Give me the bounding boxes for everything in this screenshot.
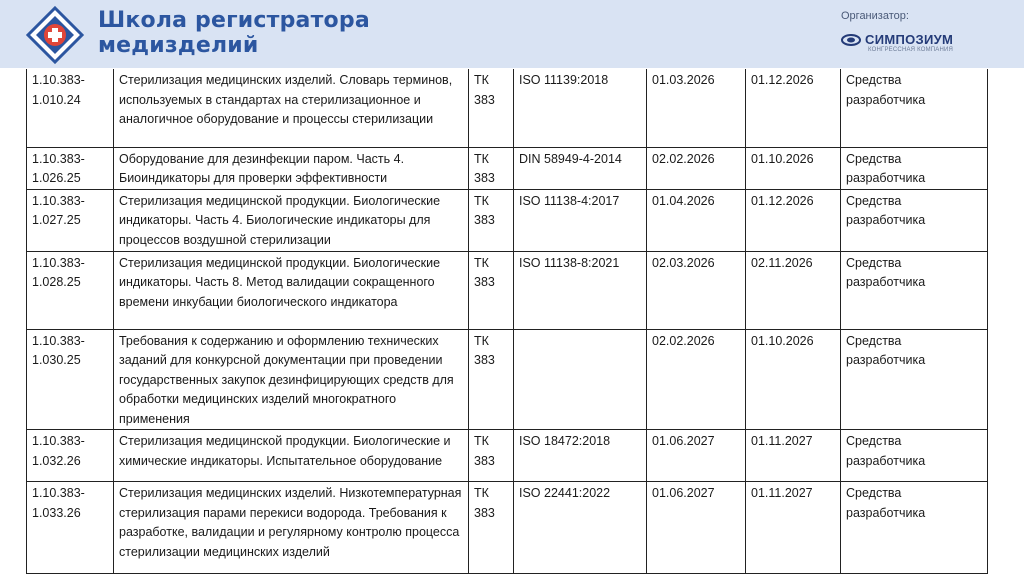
cell-committee: ТК 383: [469, 147, 514, 189]
symposium-logo-icon: [841, 34, 861, 46]
cell-funding: Средства разработчика: [841, 69, 988, 147]
cell-standard: ISO 22441:2022: [514, 482, 647, 574]
title-line-1: Школа регистратора: [98, 8, 370, 33]
cell-funding: Средства разработчика: [841, 482, 988, 574]
page-title: [98, 8, 370, 58]
cell-title: Оборудование для дезинфекции паром. Часть 4. Биоиндикаторы для проверки эффективности: [114, 147, 469, 189]
cell-end-date: 01.11.2027: [746, 430, 841, 482]
organizer-name: СИМПОЗИУМ: [865, 32, 954, 47]
table-row: [27, 482, 988, 574]
table-row: [27, 430, 988, 482]
cell-end-date: 02.11.2026: [746, 251, 841, 329]
cell-start-date: 02.02.2026: [647, 147, 746, 189]
cell-funding: Средства разработчика: [841, 147, 988, 189]
cell-title: Стерилизация медицинских изделий. Низкотемпературная стерилизация парами перекиси водорода. Требования к разработке, валидации и регулярному контролю процесса стерилизации медицинских изделий: [114, 482, 469, 574]
table-row: [27, 69, 988, 147]
cell-title: Требования к содержанию и оформлению технических заданий для конкурсной документации при проведении государственных закупок дезинфицирующих средств для обработки медицинских изделий многократного применения: [114, 329, 469, 430]
table-row: [27, 251, 988, 329]
cell-start-date: 01.06.2027: [647, 482, 746, 574]
table-row: [27, 329, 988, 430]
cell-funding: Средства разработчика: [841, 329, 988, 430]
cell-start-date: 02.03.2026: [647, 251, 746, 329]
cell-end-date: 01.11.2027: [746, 482, 841, 574]
cell-committee: ТК 383: [469, 251, 514, 329]
organizer-logo: [841, 32, 1001, 56]
cell-title: Стерилизация медицинской продукции. Биологические индикаторы. Часть 8. Метод валидации сокращенного времени инкубации биологического индикатора: [114, 251, 469, 329]
cell-code: 1.10.383-1.030.25: [27, 329, 114, 430]
cell-standard: [514, 329, 647, 430]
cell-end-date: 01.12.2026: [746, 69, 841, 147]
cell-start-date: 01.03.2026: [647, 69, 746, 147]
cell-committee: ТК 383: [469, 430, 514, 482]
cell-committee: ТК 383: [469, 189, 514, 251]
standards-table: [26, 69, 988, 574]
cell-committee: ТК 383: [469, 329, 514, 430]
header-band: [0, 0, 1024, 68]
cell-standard: DIN 58949-4-2014: [514, 147, 647, 189]
table-row: [27, 147, 988, 189]
cell-funding: Средства разработчика: [841, 430, 988, 482]
cell-standard: ISO 11139:2018: [514, 69, 647, 147]
cell-funding: Средства разработчика: [841, 251, 988, 329]
cell-code: 1.10.383-1.033.26: [27, 482, 114, 574]
cell-standard: ISO 18472:2018: [514, 430, 647, 482]
organizer-subtitle: КОНГРЕССНАЯ КОМПАНИЯ: [868, 47, 954, 53]
organizer-label: Организатор:: [841, 10, 909, 22]
medical-cross-diamond-icon: [26, 6, 84, 64]
cell-funding: Средства разработчика: [841, 189, 988, 251]
cell-standard: ISO 11138-8:2021: [514, 251, 647, 329]
cell-standard: ISO 11138-4:2017: [514, 189, 647, 251]
cell-title: Стерилизация медицинских изделий. Словарь терминов, используемых в стандартах на стерилизационное и аналогичное оборудование и процессы стерилизации: [114, 69, 469, 147]
cell-start-date: 01.06.2027: [647, 430, 746, 482]
cell-code: 1.10.383-1.010.24: [27, 69, 114, 147]
cell-title: Стерилизация медицинской продукции. Биологические и химические индикаторы. Испытательное оборудование: [114, 430, 469, 482]
cell-committee: ТК 383: [469, 69, 514, 147]
cell-title: Стерилизация медицинской продукции. Биологические индикаторы. Часть 4. Биологические индикаторы для процессов воздушной стерилизации: [114, 189, 469, 251]
cell-code: 1.10.383-1.027.25: [27, 189, 114, 251]
cell-code: 1.10.383-1.032.26: [27, 430, 114, 482]
table-row: [27, 189, 988, 251]
title-line-2: медизделий: [98, 33, 259, 58]
cell-end-date: 01.10.2026: [746, 147, 841, 189]
cell-start-date: 01.04.2026: [647, 189, 746, 251]
cell-start-date: 02.02.2026: [647, 329, 746, 430]
cell-code: 1.10.383-1.026.25: [27, 147, 114, 189]
cell-end-date: 01.10.2026: [746, 329, 841, 430]
cell-end-date: 01.12.2026: [746, 189, 841, 251]
cell-committee: ТК 383: [469, 482, 514, 574]
table-body: [27, 69, 988, 574]
cell-code: 1.10.383-1.028.25: [27, 251, 114, 329]
